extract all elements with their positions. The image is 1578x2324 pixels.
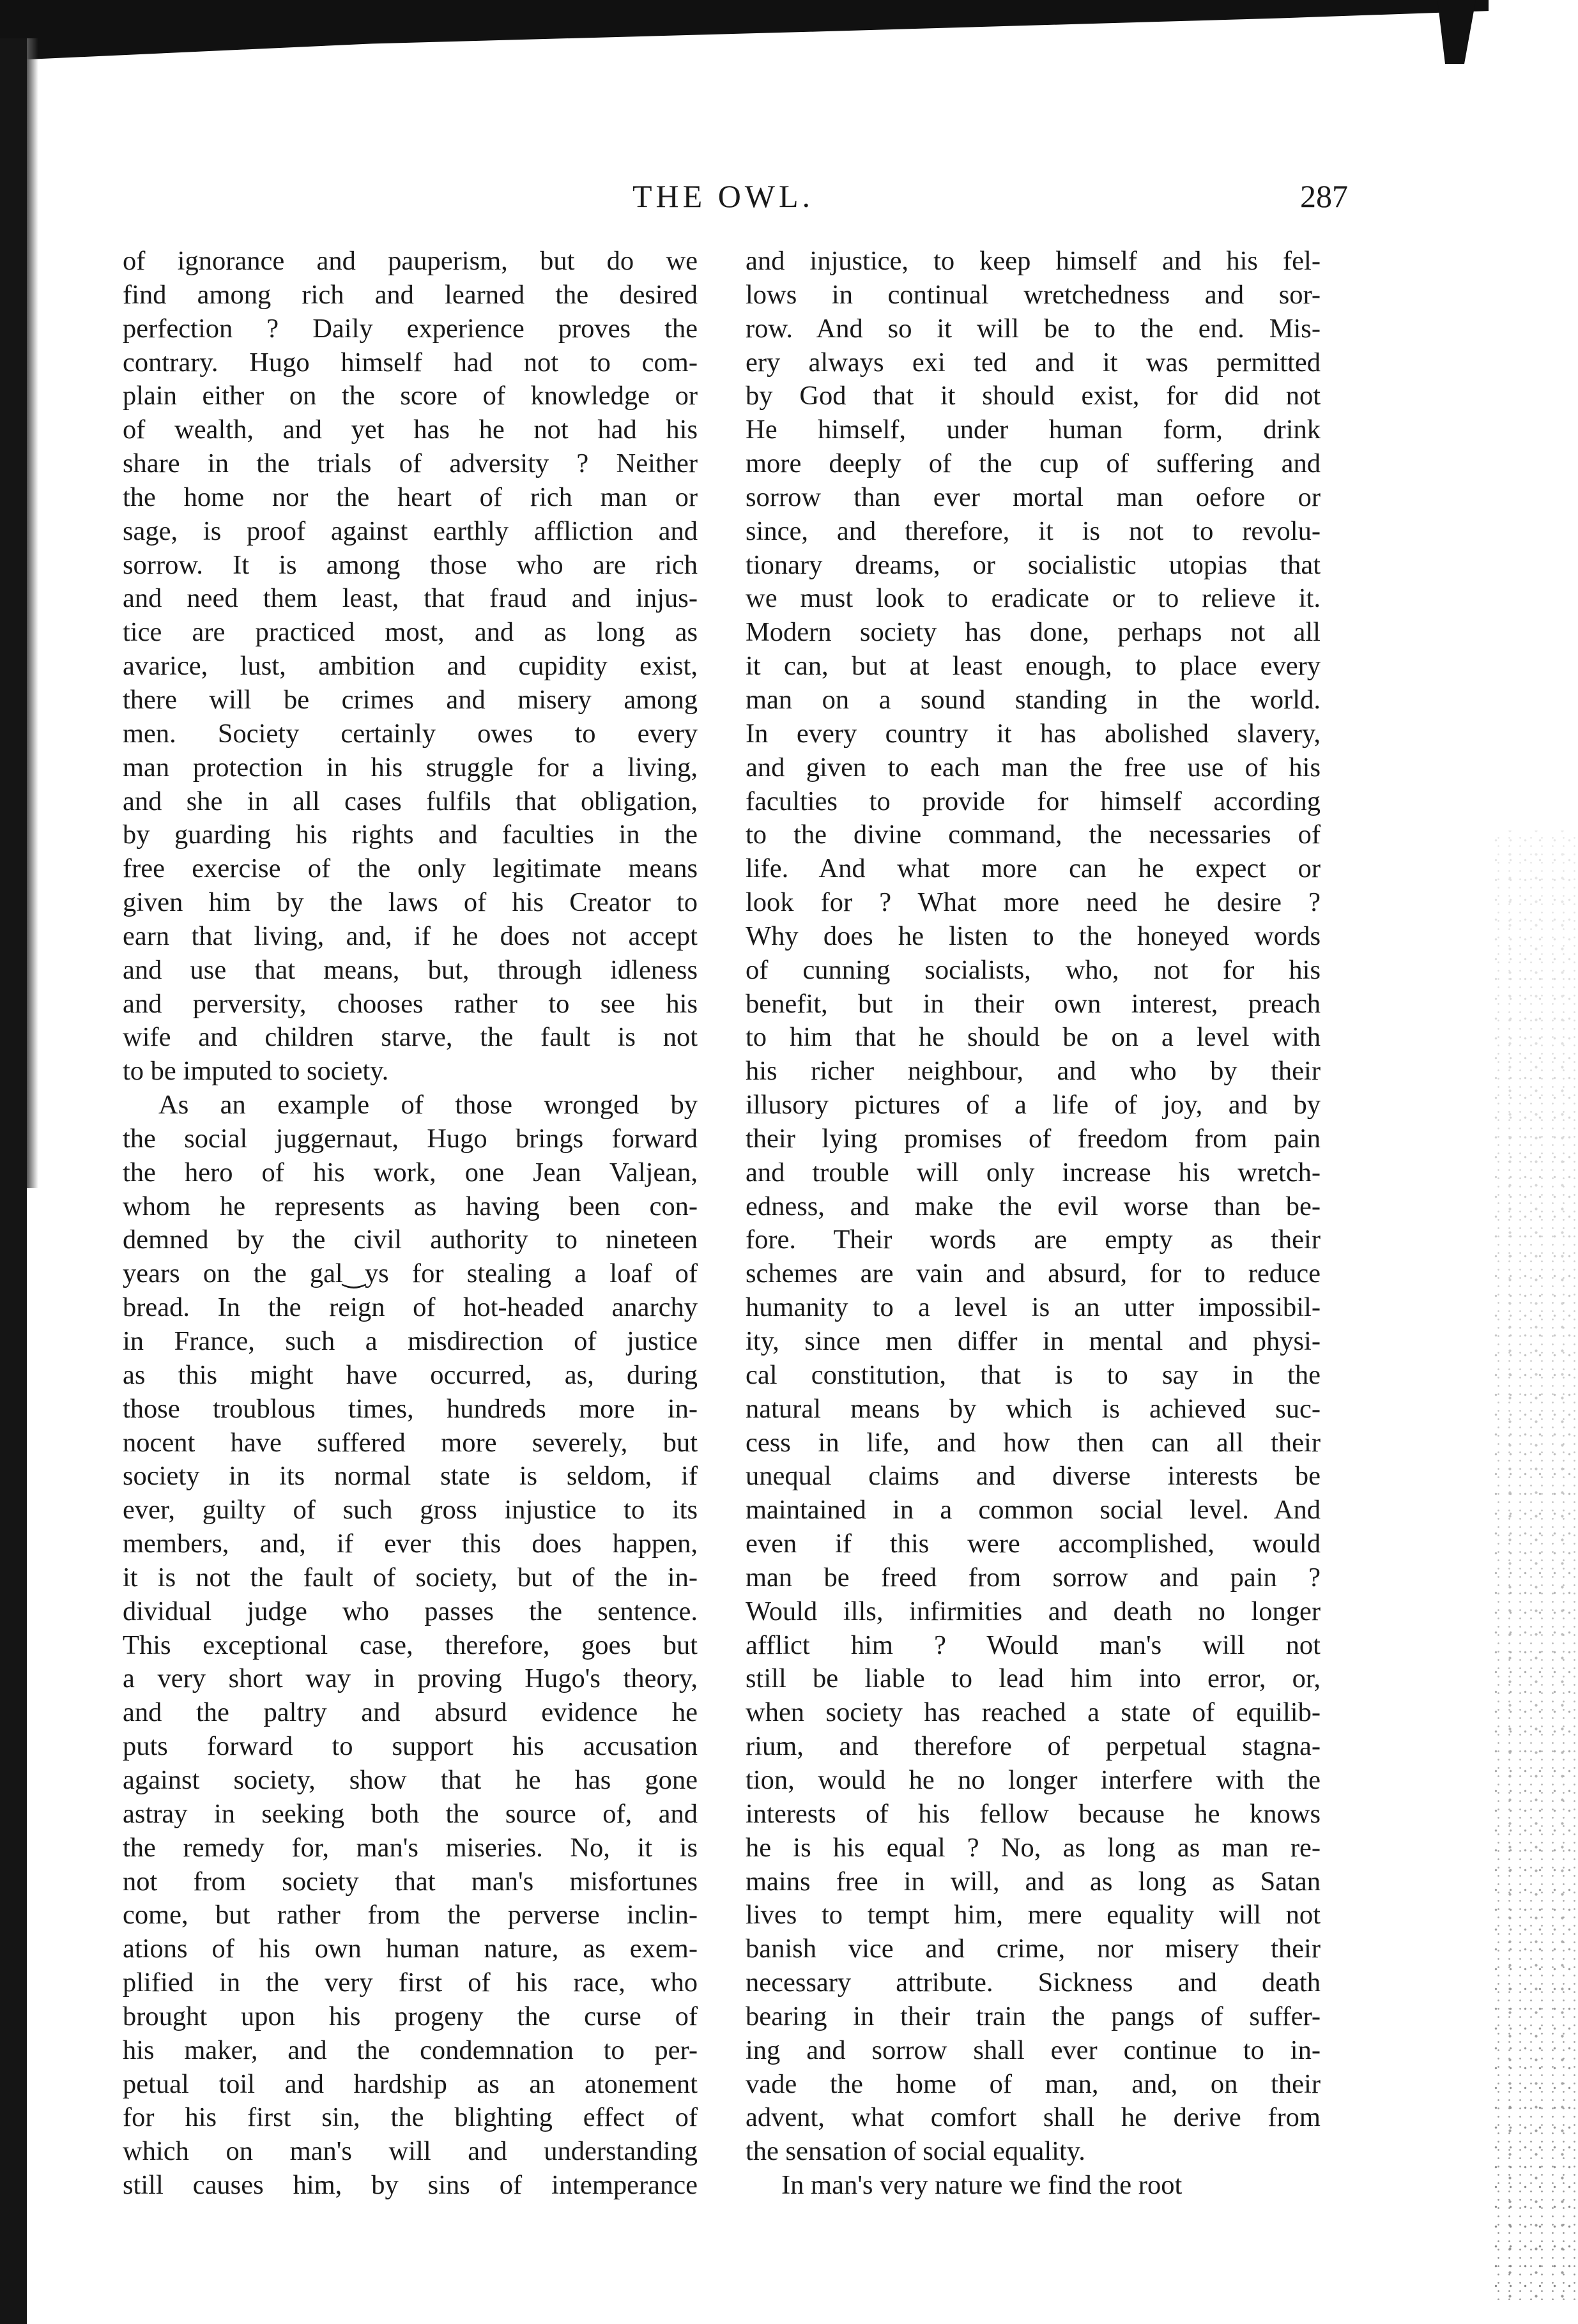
text-line: those troublous times, hundreds more in- [123,1393,698,1424]
text-line: not from society that man's misfortunes [123,1866,698,1897]
text-line: rium, and therefore of perpetual stagna- [746,1731,1321,1762]
text-line: life. And what more can he expect or [746,853,1321,884]
text-line: of cunning socialists, who, not for his [746,954,1321,985]
text-line: dividual judge who passes the sentence. [123,1596,698,1626]
text-line: there will be crimes and misery among [123,684,698,715]
text-line: when society has reached a state of equilib- [746,1697,1321,1728]
text-line: we must look to eradicate or to relieve it. [746,583,1321,614]
text-line: to him that he should be on a level with [746,1022,1321,1053]
text-line: still be liable to lead him into error, or, [746,1663,1321,1694]
text-line: of ignorance and pauperism, but do we [123,246,698,276]
page-number: 287 [1300,178,1348,214]
text-line: the home nor the heart of rich man or [123,482,698,512]
text-line: man on a sound standing in the world. [746,684,1321,715]
text-line: earn that living, and, if he does not accept [123,921,698,951]
text-line: perfection ? Daily experience proves the [123,313,698,344]
text-line: and need them least, that fraud and injus- [123,583,698,614]
text-line: lives to tempt him, mere equality will not [746,1900,1321,1930]
text-line: free exercise of the only legitimate means [123,853,698,884]
text-line: banish vice and crime, nor misery their [746,1934,1321,1964]
text-line: ity, since men differ in mental and physi- [746,1326,1321,1356]
scan-edge-left [0,38,27,2324]
text-line: even if this were accomplished, would [746,1529,1321,1559]
text-line: fore. Their words are empty as their [746,1225,1321,1255]
text-line: which on man's will and understanding [123,2136,698,2167]
text-line: sorrow than ever mortal man oefore or [746,482,1321,512]
text-line: the sensation of social equality. [746,2136,1085,2167]
text-line: afflict him ? Would man's will not [746,1630,1321,1660]
text-line: he is his equal ? No, as long as man re- [746,1832,1321,1863]
text-line: against society, show that he has gone [123,1764,698,1795]
text-line: sorrow. It is among those who are rich [123,549,698,580]
text-line: petual toil and hardship as an atonement [123,2068,698,2099]
text-line: cess in life, and how then can all their [746,1427,1321,1458]
text-line: puts forward to support his accusation [123,1731,698,1762]
text-line: astray in seeking both the source of, and [123,1798,698,1829]
text-line: tice are practiced most, and as long as [123,617,698,648]
text-line: man be freed from sorrow and pain ? [746,1562,1321,1593]
text-line: still causes him, by sins of intemperance [123,2170,698,2201]
text-line: and given to each man the free use of his [746,752,1321,783]
scan-edge-left-shadow [27,38,38,1188]
text-line: more deeply of the cup of suffering and [746,448,1321,479]
text-line: He himself, under human form, drink [746,415,1321,445]
text-line: and the paltry and absurd evidence he [123,1697,698,1728]
text-line: necessary attribute. Sickness and death [746,1968,1321,1998]
text-line: the social juggernaut, Hugo brings forward [123,1123,698,1154]
text-line: plified in the very first of his race, who [123,1968,698,1998]
text-line: whom he represents as having been con- [123,1191,698,1221]
text-line: Would ills, infirmities and death no longer [746,1596,1321,1626]
text-line: benefit, but in their own interest, preach [746,988,1321,1019]
text-line: society in its normal state is seldom, if [123,1461,698,1492]
text-line: look for ? What more need he desire ? [746,887,1321,918]
text-line: interests of his fellow because he knows [746,1798,1321,1829]
text-line: by guarding his rights and faculties in the [123,820,698,850]
text-line: find among rich and learned the desired [123,279,698,310]
text-line: in France, such a misdirection of justice [123,1326,698,1356]
text-line: to be imputed to society. [123,1056,389,1087]
text-line: his richer neighbour, and who by their [746,1056,1321,1087]
text-line: and use that means, but, through idleness [123,954,698,985]
text-line: In man's very nature we find the root [781,2170,1183,2201]
text-line: and injustice, to keep himself and his fel- [746,246,1321,276]
text-line: This exceptional case, therefore, goes but [123,1630,698,1660]
text-line: brought upon his progeny the curse of [123,2001,698,2031]
text-line: it is not the fault of society, but of the in- [123,1562,698,1593]
text-line: cal constitution, that is to say in the [746,1359,1321,1390]
text-line: tionary dreams, or socialistic utopias that [746,549,1321,580]
text-line: and she in all cases fulfils that obligation, [123,786,698,816]
text-line: bearing in their train the pangs of suffer- [746,2001,1321,2031]
text-line: the remedy for, man's miseries. No, it is [123,1832,698,1863]
text-line: Modern society has done, perhaps not all [746,617,1321,648]
left-text-column [123,245,698,2203]
text-line: plain either on the score of knowledge or [123,381,698,411]
text-line: schemes are vain and absurd, for to reduce [746,1258,1321,1289]
text-line: natural means by which is achieved suc- [746,1393,1321,1424]
text-line: a very short way in proving Hugo's theory, [123,1663,698,1694]
text-line: man protection in his struggle for a living, [123,752,698,783]
text-line: tion, would he no longer interfere with the [746,1764,1321,1795]
text-line: humanity to a level is an utter impossibil- [746,1292,1321,1323]
text-line: given him by the laws of his Creator to [123,887,698,918]
text-line: illusory pictures of a life of joy, and by [746,1090,1321,1120]
text-line: for his first sin, the blighting effect of [123,2102,698,2133]
text-line: mains free in will, and as long as Satan [746,1866,1321,1897]
text-line: as this might have occurred, as, during [123,1359,698,1390]
text-line: by God that it should exist, for did not [746,381,1321,411]
text-line: contrary. Hugo himself had not to com- [123,347,698,378]
scan-noise-right-margin [1489,830,1578,2300]
text-line: unequal claims and diverse interests be [746,1461,1321,1492]
text-line: wife and children starve, the fault is not [123,1022,698,1053]
text-line: nocent have suffered more severely, but [123,1427,698,1458]
text-line: and perversity, chooses rather to see his [123,988,698,1019]
text-line: share in the trials of adversity ? Neither [123,448,698,479]
text-line: As an example of those wronged by [158,1090,698,1120]
text-line: sage, is proof against earthly affliction and [123,516,698,546]
text-line: since, and therefore, it is not to revolu- [746,516,1321,546]
text-line: edness, and make the evil worse than be- [746,1191,1321,1221]
text-line: In every country it has abolished slavery, [746,718,1321,749]
text-line: ations of his own human nature, as exem- [123,1934,698,1964]
text-line: and trouble will only increase his wretch- [746,1157,1321,1188]
text-line: come, but rather from the perverse inclin- [123,1900,698,1930]
text-line: vade the home of man, and, on their [746,2068,1321,2099]
text-line: to the divine command, the necessaries of [746,820,1321,850]
text-line: men. Society certainly owes to every [123,718,698,749]
scan-edge-top-tail [1437,0,1476,64]
scan-edge-top [0,0,1489,61]
text-line: their lying promises of freedom from pain [746,1123,1321,1154]
text-line: years on the gal‿ys for stealing a loaf of [123,1258,698,1289]
journal-title: THE OWL. [632,178,815,214]
right-text-column [746,245,1321,2203]
text-line: avarice, lust, ambition and cupidity exist, [123,651,698,682]
text-line: row. And so it will be to the end. Mis- [746,313,1321,344]
running-head [121,174,1348,218]
text-line: of wealth, and yet has he not had his [123,415,698,445]
text-line: maintained in a common social level. And [746,1495,1321,1525]
text-line: ery always exi ted and it was permitted [746,347,1321,378]
text-line: it can, but at least enough, to place every [746,651,1321,682]
text-line: lows in continual wretchedness and sor- [746,279,1321,310]
text-line: demned by the civil authority to nineteen [123,1225,698,1255]
text-line: members, and, if ever this does happen, [123,1529,698,1559]
text-line: faculties to provide for himself according [746,786,1321,816]
text-line: advent, what comfort shall he derive from [746,2102,1321,2133]
text-line: ever, guilty of such gross injustice to its [123,1495,698,1525]
text-line: ing and sorrow shall ever continue to in- [746,2035,1321,2065]
text-line: Why does he listen to the honeyed words [746,921,1321,951]
text-line: the hero of his work, one Jean Valjean, [123,1157,698,1188]
text-line: his maker, and the condemnation to per- [123,2035,698,2065]
text-line: bread. In the reign of hot-headed anarchy [123,1292,698,1323]
